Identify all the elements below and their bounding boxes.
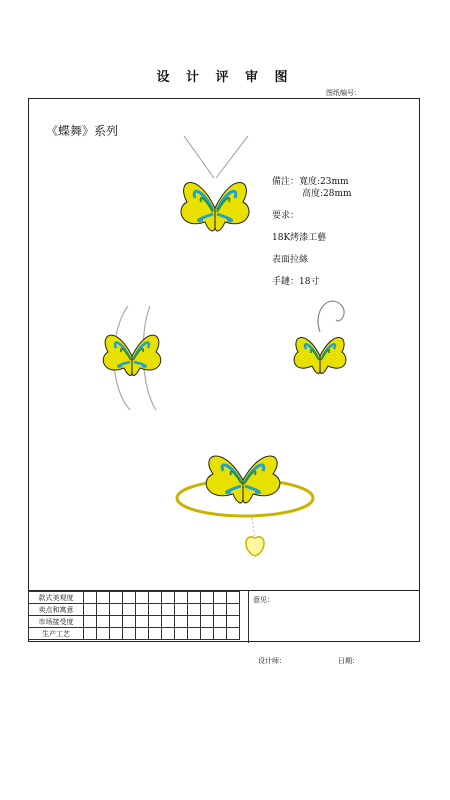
bracelet-sketch xyxy=(165,440,325,570)
opinion-divider xyxy=(248,591,249,643)
spec-notes xyxy=(272,176,352,288)
note-process: 18K烤漆工藝 xyxy=(272,233,327,243)
ring-sketch xyxy=(100,300,170,415)
note-chain: 手鏈：18寸 xyxy=(272,277,320,287)
earring-sketch xyxy=(290,290,360,390)
row-style-label: 款式美观度 xyxy=(29,592,84,604)
row-selling-label: 卖点和寓意 xyxy=(29,604,84,616)
page-title: 设 计 评 审 图 xyxy=(156,70,294,85)
note-height: 高度:28mm xyxy=(302,189,352,199)
row-production-label: 生产工艺 xyxy=(29,628,84,640)
row-market-label: 市场接受度 xyxy=(29,616,84,628)
note-width: 備注：寬度:23mm xyxy=(272,177,349,187)
watermark: 悟空问答 xyxy=(354,776,398,789)
drawing-number-label: 图纸编号： xyxy=(326,89,361,97)
pendant-sketch xyxy=(170,136,260,256)
designer-label: 设计师： xyxy=(258,657,286,665)
date-label: 日期： xyxy=(338,657,359,665)
opinion-label: 意见： xyxy=(253,596,274,604)
review-table xyxy=(28,590,420,643)
note-surface: 表面拉絲 xyxy=(272,255,309,265)
note-requirements: 要求： xyxy=(272,211,300,221)
series-title: 《蝶舞》系列 xyxy=(46,124,119,138)
